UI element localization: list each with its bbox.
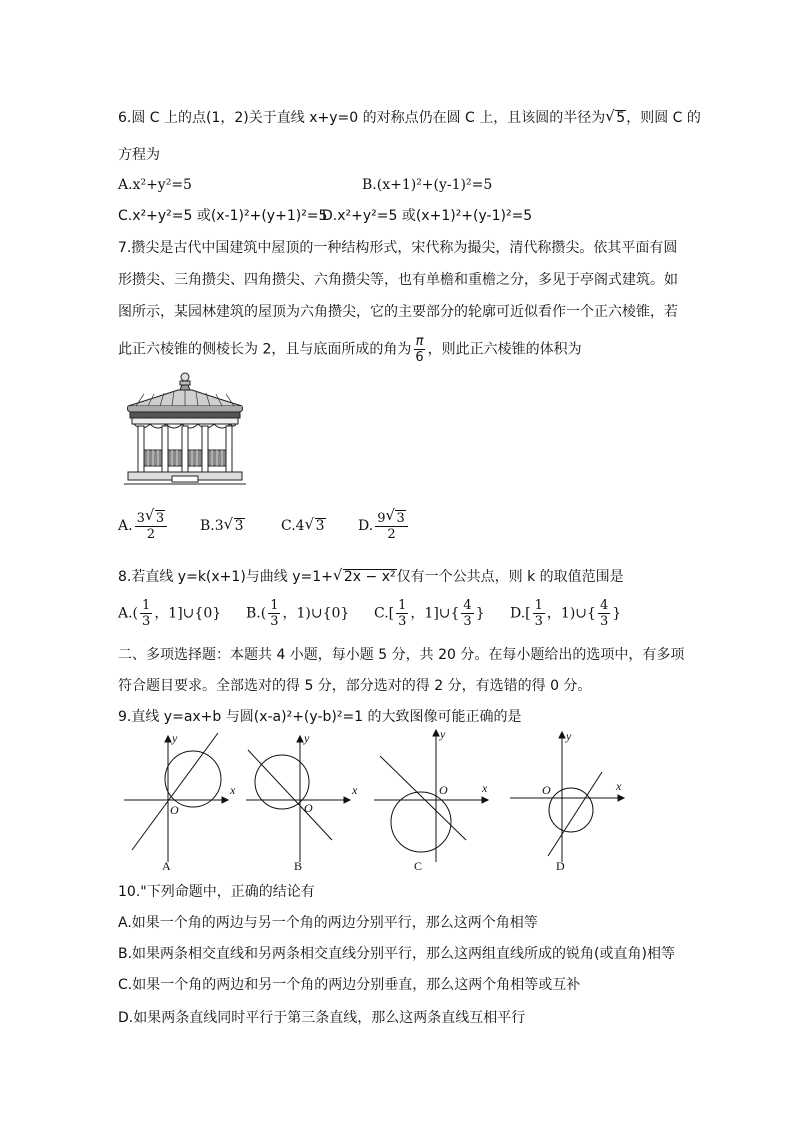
axis-y-label: y [304,731,310,745]
q8-option-b: B.( $\frac{1}{3}$ ，1)∪{0} [246,598,350,629]
q10-option-c: C.如果一个角的两边和另一个角的两边分别垂直，那么这两个角相等或互补 [118,977,581,993]
q7-stem-line2: 形攒尖、三角攒尖、四角攒尖、六角攒尖等，也有单檐和重檐之分，多见于亭阁式建筑。如 [118,272,678,288]
graph-label-b: B [294,859,303,873]
q8-option-a: A.( $\frac{1}{3}$ ，1]∪{0} [118,598,222,629]
q7-stem-line1: 7.攒尖是古代中国建筑中屋顶的一种结构形式，宋代称为撮尖，清代称攒尖。依其平面有圆 [118,240,678,256]
axis-x-label: x [230,783,236,797]
axis-y-label: y [172,731,178,745]
sqrt-5: √ 5 [606,108,626,128]
graph-label-c: C [414,859,423,873]
sqrt-2x-minus-x2: √ 2x − x² [334,567,397,587]
q6-option-c: C.x²+y²=5 或(x-1)²+(y+1)²=5 [118,208,328,224]
origin-label: O [439,783,448,797]
q7-option-d: D. $\frac{9√ 3}{2}$ [358,510,410,550]
q8-option-c: C.[ $\frac{1}{3}$ ，1]∪{ $\frac{4}{3}$ } [374,598,485,629]
graph-label-d: D [556,859,565,873]
q7-option-c: C.4√ 3 [281,516,326,536]
q6-option-b: B.(x+1)²+(y-1)²=5 [362,177,493,193]
q9-graph-a [124,733,228,862]
q6-option-a: A.x²+y²=5 [118,177,192,193]
axis-y-label: y [440,728,446,741]
origin-label: O [542,783,551,797]
q6-option-d: D.x²+y²=5 或(x+1)²+(y-1)²=5 [322,208,533,224]
axis-x-label: x [482,781,488,795]
q9-graphs [118,728,628,876]
q7-stem-line3: 图所示，某园林建筑的屋顶为六角攒尖，它的主要部分的轮廓可近似看作一个正六棱锥，若 [118,304,678,320]
q7-option-b: B.3√ 3 [200,516,245,536]
q6-stem-line2: 方程为 [118,147,160,163]
q10-option-d: D.如果两条直线同时平行于第三条直线，那么这两条直线互相平行 [118,1010,526,1026]
q9-graph-c [374,730,488,862]
q9-graph-b [246,736,350,862]
q9-stem: 9.直线 y=ax+b 与圆(x-a)²+(y-b)²=1 的大致图像可能正确的是 [118,709,522,725]
q10-option-b: B.如果两条相交直线和另两条相交直线分别平行，那么这两组直线所成的锐角(或直角)相等 [118,946,675,962]
pavilion-illustration [124,368,246,488]
section-2-intro-line1: 二、多项选择题：本题共 4 小题，每小题 5 分，共 20 分。在每小题给出的选项中，有多项 [118,647,685,663]
q8-stem: 8.若直线 y=k(x+1)与曲线 y=1+√ 2x − x²仅有一个公共点，则 k 的取值范围是 [118,567,624,587]
q6-stem-text: 6.圆 C 上的点(1，2)关于直线 x+y=0 的对称点仍在圆 C 上，且该圆的半径为 [118,110,606,126]
axis-x-label: x [352,783,358,797]
q9-graph-d [510,732,624,862]
q8-option-d: D.[ $\frac{1}{3}$ ，1)∪{ $\frac{4}{3}$ } [510,598,622,629]
q10-option-a: A.如果一个角的两边与另一个角的两边分别平行，那么这两个角相等 [118,915,538,931]
q6-stem-text-end: ，则圆 C 的 [626,110,701,126]
q10-stem: 10."下列命题中，正确的结论有 [118,884,315,900]
origin-label: O [304,801,313,815]
section-2-intro-line2: 符合题目要求。全部选对的得 5 分，部分选对的得 2 分，有选错的得 0 分。 [118,678,592,694]
q7-stem-line4: 此正六棱锥的侧棱长为 2，且与底面所成的角为 $\frac{\pi}{6}$ ，则此正六棱锥的体积为 [118,334,582,365]
axis-y-label: y [566,729,572,743]
origin-label: O [170,803,179,817]
axis-x-label: x [616,779,622,793]
fraction-pi-over-6: $\frac{\pi}{6}$ [415,334,424,365]
q7-option-a: A. $\frac{3√ 3}{2}$ [118,510,169,550]
graph-label-a: A [162,859,171,873]
q6-stem-line1 [118,108,701,128]
